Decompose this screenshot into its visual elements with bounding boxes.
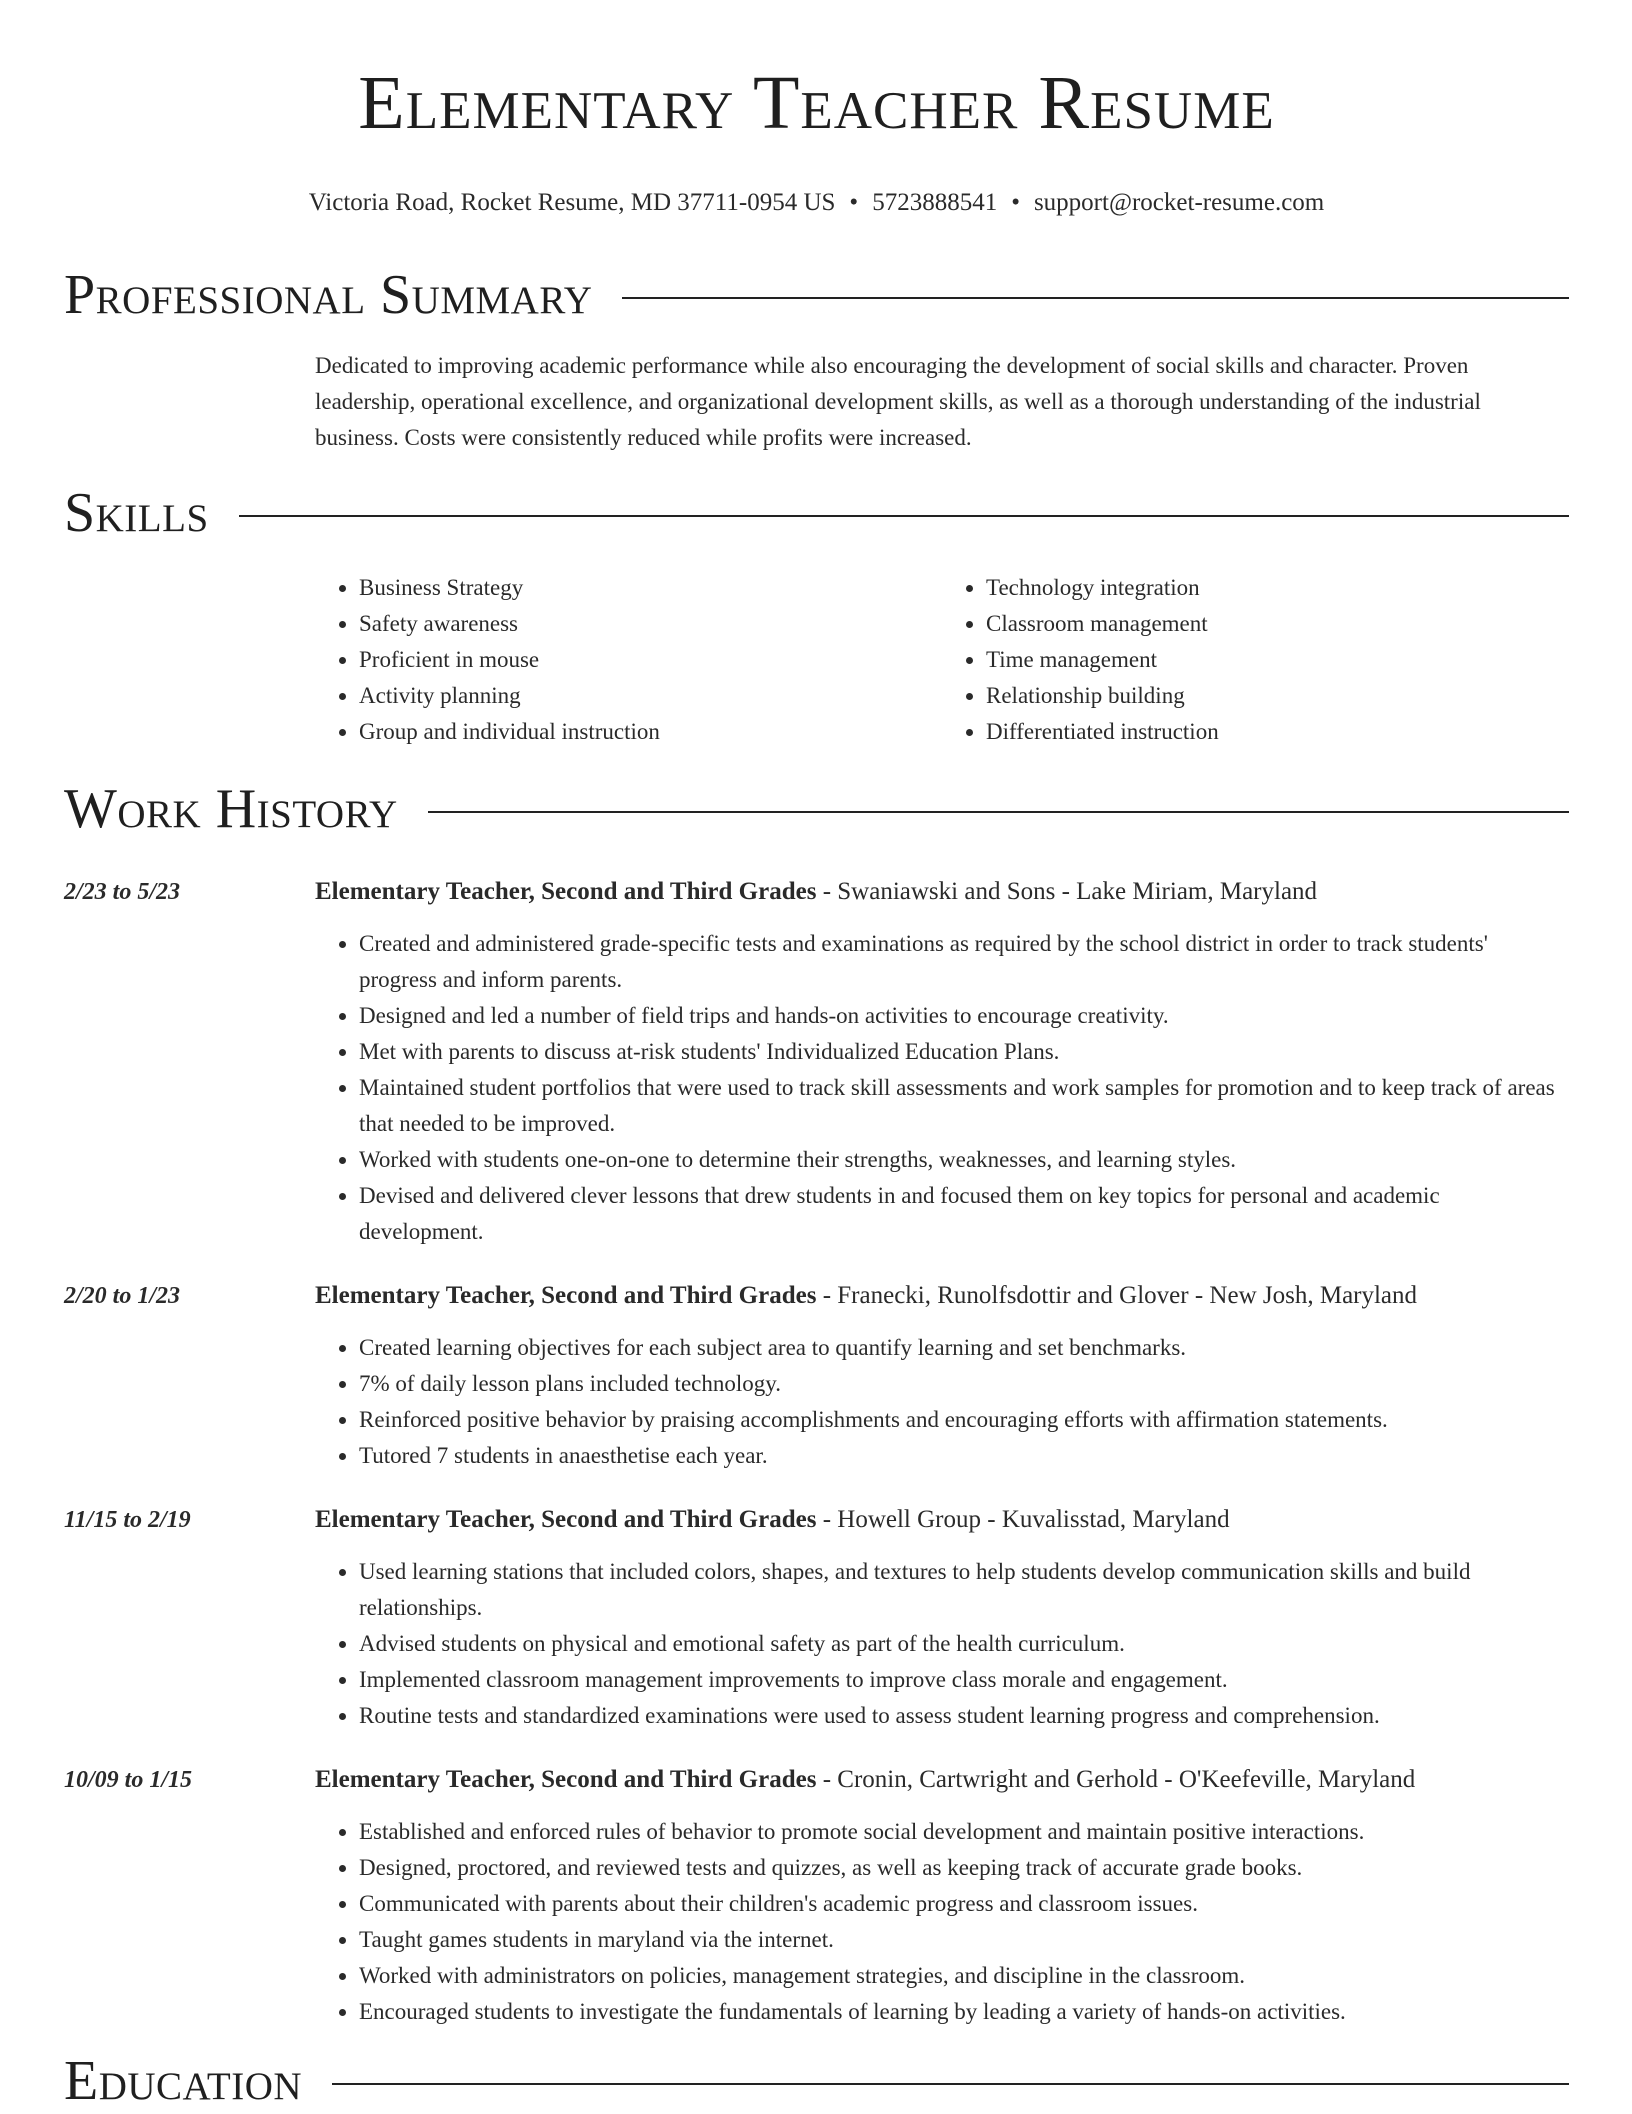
job-entry bbox=[64, 1764, 1569, 2030]
job-role: Elementary Teacher, Second and Third Grades bbox=[315, 878, 817, 905]
job-bullet: • Used learning stations that included colors, shapes, and textures to help students develop communication skills and build relationships. bbox=[359, 1554, 1569, 1626]
contact-phone: 5723888541 bbox=[872, 189, 998, 216]
summary-section-header bbox=[64, 262, 1569, 328]
skills-column-left bbox=[315, 570, 942, 750]
skill-item: • Activity planning bbox=[359, 678, 942, 714]
section-divider bbox=[428, 811, 1569, 813]
job-dates: 2/20 to 1/23 bbox=[64, 1283, 181, 1309]
skill-item: • Safety awareness bbox=[359, 606, 942, 642]
job-dates: 11/15 to 2/19 bbox=[64, 1507, 191, 1533]
education-heading: Education bbox=[64, 2050, 303, 2112]
job-bullet: • Maintained student portfolios that were used to track skill assessments and work samples for promotion and to keep track of areas that needed to be improved. bbox=[359, 1070, 1569, 1142]
job-bullet: • Implemented classroom management improvements to improve class morale and engagement. bbox=[359, 1662, 1569, 1698]
job-employer: - Howell Group - Kuvalisstad, Maryland bbox=[816, 1506, 1230, 1533]
job-body bbox=[315, 1504, 1569, 1734]
resume-page bbox=[64, 0, 1569, 2114]
section-divider bbox=[239, 515, 1569, 517]
work-heading: Work History bbox=[64, 778, 398, 840]
job-employer: - Swaniawski and Sons - Lake Miriam, Maryland bbox=[816, 878, 1318, 905]
job-bullet: • Worked with students one-on-one to determine their strengths, weaknesses, and learning styles. bbox=[359, 1142, 1569, 1178]
contact-separator: • bbox=[849, 189, 859, 216]
job-bullet: • Met with parents to discuss at-risk students' Individualized Education Plans. bbox=[359, 1034, 1569, 1070]
skills-heading: Skills bbox=[64, 482, 209, 544]
job-role: Elementary Teacher, Second and Third Grades bbox=[315, 1766, 817, 1793]
job-bullet: • Established and enforced rules of behavior to promote social development and maintain positive interactions. bbox=[359, 1814, 1569, 1850]
job-bullet: • Communicated with parents about their children's academic progress and classroom issues. bbox=[359, 1886, 1569, 1922]
skill-item: • Business Strategy bbox=[359, 570, 942, 606]
job-dates: 2/23 to 5/23 bbox=[64, 879, 181, 905]
job-entry bbox=[64, 876, 1569, 1250]
job-employer: - Franecki, Runolfsdottir and Glover - New Josh, Maryland bbox=[816, 1282, 1418, 1309]
job-body bbox=[315, 1280, 1569, 1474]
skill-item: • Relationship building bbox=[986, 678, 1569, 714]
job-bullets bbox=[315, 1330, 1569, 1474]
contact-address: Victoria Road, Rocket Resume, MD 37711-0954 US bbox=[308, 189, 836, 216]
job-bullets bbox=[315, 1814, 1569, 2030]
job-bullet: • Tutored 7 students in anaesthetise each year. bbox=[359, 1438, 1569, 1474]
skill-item: • Differentiated instruction bbox=[986, 714, 1569, 750]
skill-item: • Classroom management bbox=[986, 606, 1569, 642]
job-role: Elementary Teacher, Second and Third Grades bbox=[315, 1506, 817, 1533]
skill-item: • Proficient in mouse bbox=[359, 642, 942, 678]
resume-title: Elementary Teacher Resume bbox=[358, 61, 1275, 145]
job-body bbox=[315, 876, 1569, 1250]
summary-heading: Professional Summary bbox=[64, 264, 593, 326]
job-title-line bbox=[315, 876, 1569, 908]
skills-column-right bbox=[942, 570, 1569, 750]
job-bullet: • Advised students on physical and emotional safety as part of the health curriculum. bbox=[359, 1626, 1569, 1662]
job-bullet: • Taught games students in maryland via the internet. bbox=[359, 1922, 1569, 1958]
job-bullet: • Created and administered grade-specific tests and examinations as required by the school district in order to track students' progress and inform parents. bbox=[359, 926, 1569, 998]
job-bullet: • Devised and delivered clever lessons that drew students in and focused them on key topics for personal and academic development. bbox=[359, 1178, 1569, 1250]
job-title-line bbox=[315, 1280, 1569, 1312]
job-title-line bbox=[315, 1764, 1569, 1796]
job-dates: 10/09 to 1/15 bbox=[64, 1767, 193, 1793]
job-entry bbox=[64, 1280, 1569, 1474]
section-divider bbox=[622, 297, 1569, 299]
job-bullet: • Worked with administrators on policies, management strategies, and discipline in the classroom. bbox=[359, 1958, 1569, 1994]
work-section-header bbox=[64, 776, 1569, 842]
skill-item: • Group and individual instruction bbox=[359, 714, 942, 750]
education-section-header bbox=[64, 2048, 1569, 2114]
job-entry bbox=[64, 1504, 1569, 1734]
section-divider bbox=[332, 2083, 1569, 2085]
job-bullet: • Designed and led a number of field trips and hands-on activities to encourage creativity. bbox=[359, 998, 1569, 1034]
contact-email: support@rocket-resume.com bbox=[1033, 189, 1325, 216]
job-bullet: • Routine tests and standardized examinations were used to assess student learning progress and comprehension. bbox=[359, 1698, 1569, 1734]
job-bullet: • Designed, proctored, and reviewed tests and quizzes, as well as keeping track of accurate grade books. bbox=[359, 1850, 1569, 1886]
job-bullets bbox=[315, 926, 1569, 1250]
job-bullet: • Reinforced positive behavior by praising accomplishments and encouraging efforts with affirmation statements. bbox=[359, 1402, 1569, 1438]
skill-item: • Technology integration bbox=[986, 570, 1569, 606]
skill-item: • Time management bbox=[986, 642, 1569, 678]
contact-line bbox=[64, 188, 1569, 218]
skills-section-header bbox=[64, 480, 1569, 546]
job-title-line bbox=[315, 1504, 1569, 1536]
job-bullet: • Encouraged students to investigate the fundamentals of learning by leading a variety of hands-on activities. bbox=[359, 1994, 1569, 2030]
job-bullet: • Created learning objectives for each subject area to quantify learning and set benchmarks. bbox=[359, 1330, 1569, 1366]
job-employer: - Cronin, Cartwright and Gerhold - O'Keefeville, Maryland bbox=[816, 1766, 1416, 1793]
job-body bbox=[315, 1764, 1569, 2030]
job-role: Elementary Teacher, Second and Third Grades bbox=[315, 1282, 817, 1309]
summary-text: Dedicated to improving academic performance while also encouraging the development of social skills and character. Proven leadership, operational excellence, and organizational development skills, as well as a thorough understanding of the industrial business. Costs were consistently reduced while profits were increased. bbox=[315, 353, 1481, 450]
contact-separator: • bbox=[1011, 189, 1020, 216]
skills-grid bbox=[315, 570, 1569, 750]
job-bullets bbox=[315, 1554, 1569, 1734]
job-bullet: • 7% of daily lesson plans included technology. bbox=[359, 1366, 1569, 1402]
